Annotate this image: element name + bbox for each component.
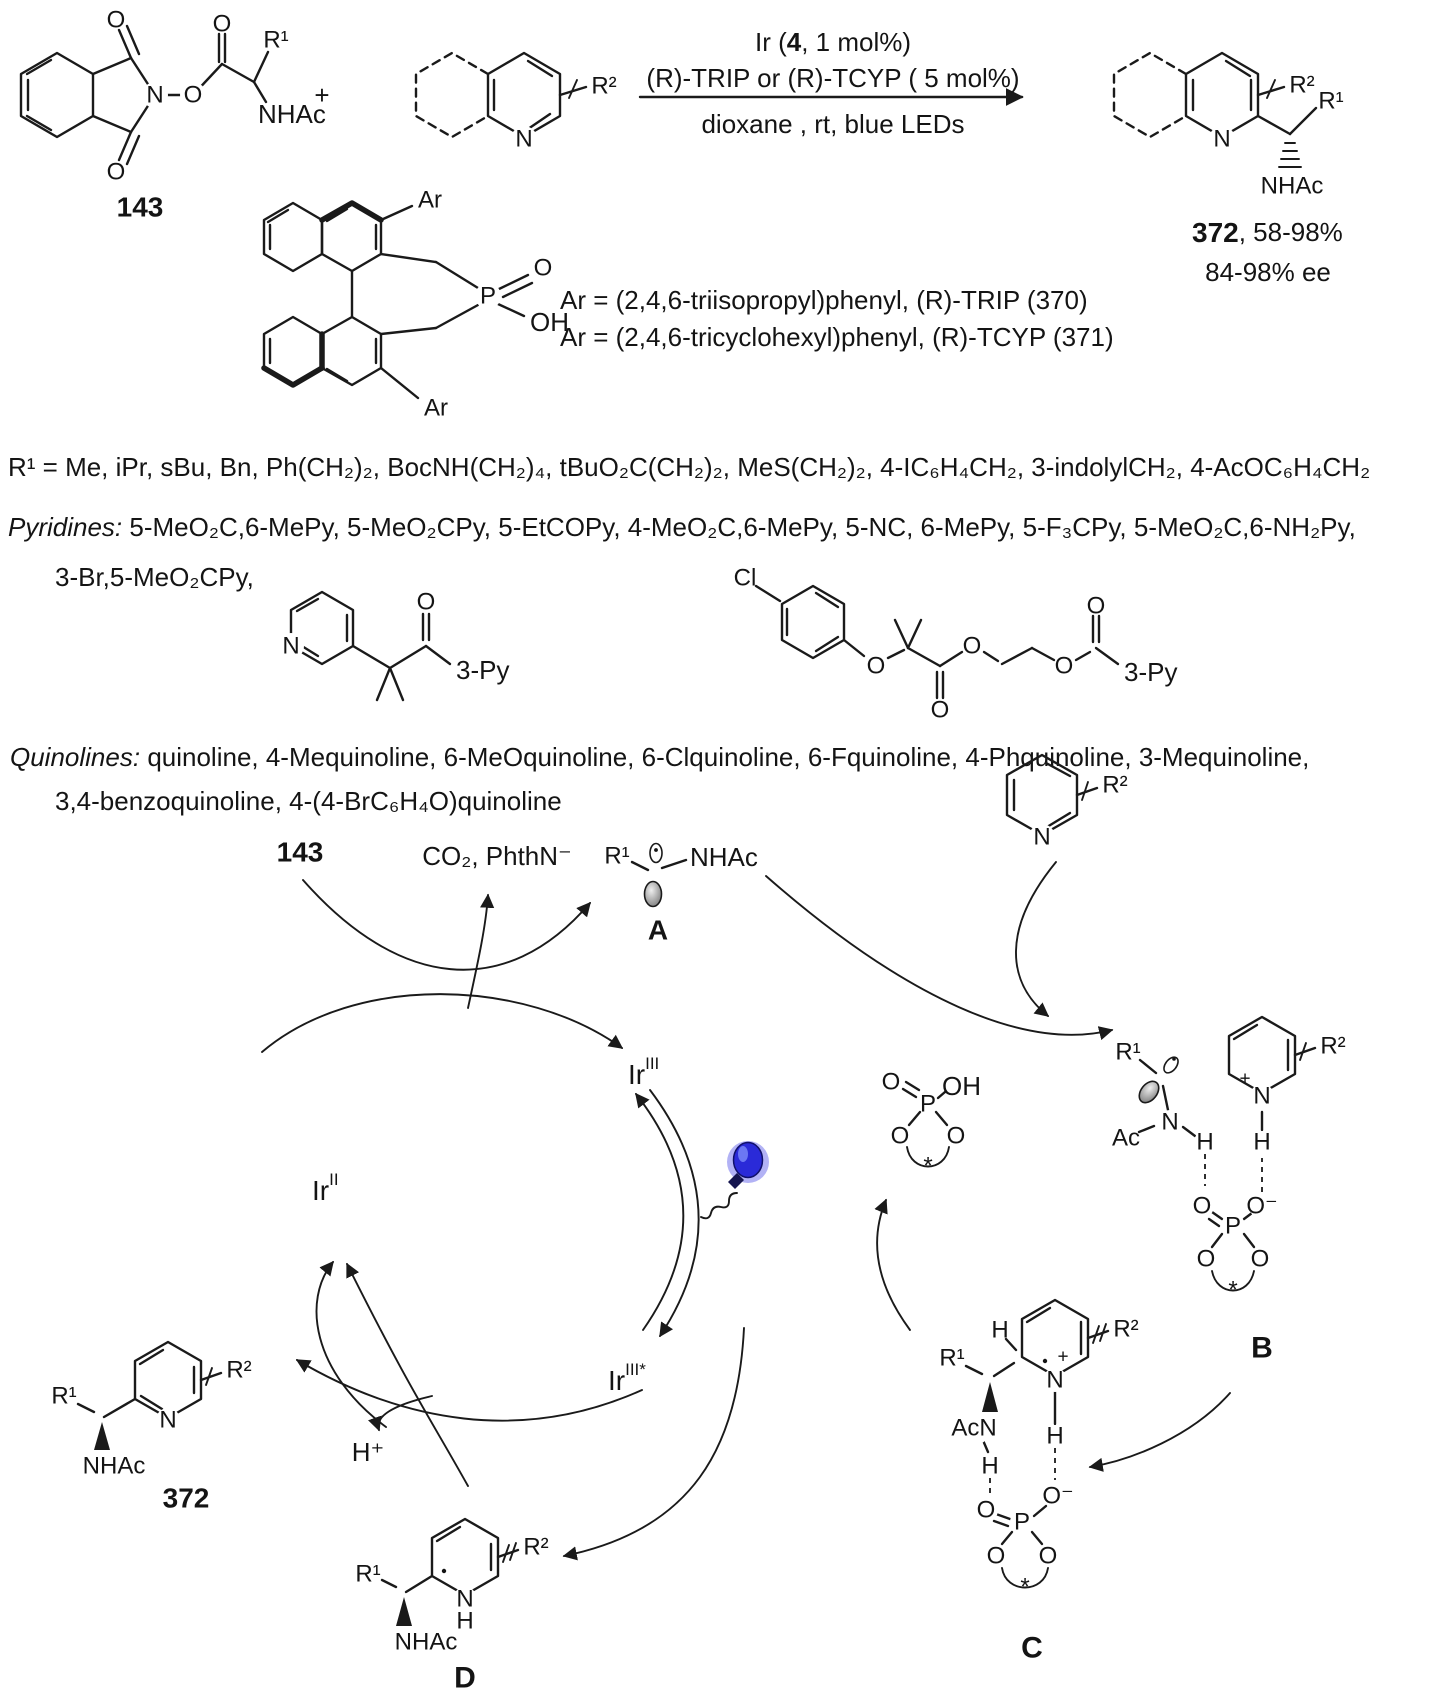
atom-label-p: P <box>479 282 497 310</box>
atom-label-o: O <box>890 1122 910 1150</box>
atom-label-o: O <box>1196 1245 1216 1273</box>
py3-label: 3-Py <box>1124 657 1178 687</box>
chirality-star: * <box>1020 1573 1030 1601</box>
atom-label-p: P <box>1224 1212 1242 1240</box>
ir3-ox: III <box>645 1053 660 1073</box>
nhac-label: NHAc <box>82 1452 146 1480</box>
atom-label-o: O <box>1054 652 1074 680</box>
atom-label-n: N <box>159 1406 177 1434</box>
atom-label-n: N <box>1046 1366 1064 1394</box>
chirality-star: * <box>923 1152 933 1180</box>
mech-start-143: 143 <box>276 836 324 868</box>
nhac-label: NHAc <box>394 1628 458 1656</box>
atom-label-n: N <box>282 632 300 660</box>
conditions-line2: (R)-TRIP or (R)-TCYP ( 5 mol%) <box>646 63 1020 93</box>
pyridines-scope-line2: 3-Br,5-MeO₂CPy, <box>55 562 254 592</box>
intermediate-b-label: B <box>1251 1331 1273 1365</box>
py3-label: 3-Py <box>456 655 510 685</box>
h-plus-label: H⁺ <box>351 1437 385 1467</box>
intermediate-d-label: D <box>454 1661 476 1695</box>
atom-label-o: O <box>416 588 436 616</box>
atom-label-p: P <box>919 1090 937 1118</box>
mech-product-number: 372 <box>162 1482 210 1514</box>
atom-label-o: O <box>212 10 232 38</box>
cycle-product-372 <box>51 1342 251 1514</box>
r2-label: R² <box>1320 1032 1346 1060</box>
acn-label: AcN <box>951 1414 997 1442</box>
r1-label: R¹ <box>1115 1038 1141 1066</box>
plus-sign: + <box>314 80 330 110</box>
ir3s-ox: III* <box>625 1359 646 1379</box>
ar-label: Ar <box>418 186 442 214</box>
cycle-arrows <box>262 862 1230 1556</box>
intermediate-c-label: C <box>1021 1631 1043 1665</box>
chlorophenoxy-ester-structure <box>734 565 1178 724</box>
ir2-ox: II <box>329 1169 339 1189</box>
oh-label: OH <box>530 307 569 337</box>
product-yield: , 58-98% <box>1238 217 1343 247</box>
r1-scope-line: R¹ = Me, iPr, sBu, Bn, Ph(CH₂)₂, BocNH(CH₂)₄, tBuO₂C(CH₂)₂, MeS(CH₂)₂, 4-IC₆H₄CH₂, 3-indolylCH₂, 4-AcOC₆H₄CH₂ <box>8 452 1371 482</box>
r2-label: R² <box>1289 71 1315 99</box>
r2-label: R² <box>1102 771 1128 799</box>
r1-label: R¹ <box>939 1344 965 1372</box>
pyridyl-ketone-structure <box>278 589 509 701</box>
r1-label: R¹ <box>51 1382 77 1410</box>
ir3-base: Ir <box>628 1058 646 1090</box>
atom-label-h: H <box>1253 1128 1271 1156</box>
intermediate-b <box>1112 1017 1346 1365</box>
atom-label-n: N <box>515 125 533 153</box>
atom-label-o: O <box>881 1068 901 1096</box>
top-reaction-scheme <box>0 0 1450 445</box>
r2-label: R² <box>591 72 617 100</box>
atom-label-n: N <box>456 1585 474 1613</box>
nhac-label: NHAc <box>1260 172 1324 200</box>
atom-label-o: O <box>976 1496 996 1524</box>
cond1-post: , 1 mol%) <box>801 27 912 57</box>
scope-example-structures <box>0 530 1450 740</box>
conditions-line1 <box>755 27 911 57</box>
atom-label-h: H <box>981 1452 999 1480</box>
atom-label-n: N <box>1161 1108 1179 1136</box>
o-minus-label: O⁻ <box>1246 1192 1278 1220</box>
atom-label-o: O <box>533 254 553 282</box>
r1-label: R¹ <box>1318 87 1344 115</box>
ar-definition-tcyp: Ar = (2,4,6-tricyclohexyl)phenyl, (R)-TCYP (371) <box>560 322 1114 352</box>
ir2-state <box>312 1170 339 1206</box>
atom-label-n: N <box>1213 125 1231 153</box>
atom-label-h: H <box>456 1607 474 1635</box>
azine-substrate-structure <box>416 53 617 153</box>
oh-label: OH <box>942 1071 981 1101</box>
nhac-label: NHAc <box>690 842 758 872</box>
ir3-state <box>628 1054 659 1090</box>
quinolines-scope-line2: 3,4-benzoquinoline, 4-(4-BrC₆H₄O)quinoline <box>55 786 562 816</box>
ir2-base: Ir <box>312 1174 330 1206</box>
quinolines-label: Quinolines: <box>10 742 141 772</box>
conditions-line3: dioxane , rt, blue LEDs <box>701 109 965 139</box>
atom-label-o: O <box>962 632 982 660</box>
atom-label-h: H <box>1046 1422 1064 1450</box>
atom-label-n: N <box>1033 823 1051 851</box>
free-cpa-structure <box>882 1069 981 1180</box>
atom-label-p: P <box>1013 1508 1031 1536</box>
chirality-star: * <box>1228 1276 1238 1304</box>
n-plus-charge: + <box>1057 1346 1069 1368</box>
o-minus-label: O⁻ <box>1042 1482 1074 1510</box>
atom-label-o: O <box>1192 1192 1212 1220</box>
cpa-catalyst-structure <box>264 187 569 422</box>
intermediate-c <box>939 1300 1138 1665</box>
n-plus-charge: + <box>1239 1068 1251 1090</box>
pyridines-list: 5-MeO₂C,6-MePy, 5-MeO₂CPy, 5-EtCOPy, 4-MeO₂C,6-MePy, 5-NC, 6-MePy, 5-F₃CPy, 5-MeO₂C,6-NH₂Py, <box>129 512 1356 542</box>
atom-label-o: O <box>1250 1245 1270 1273</box>
atom-label-o: O <box>183 81 203 109</box>
quinolines-list: quinoline, 4-Mequinoline, 6-MeOquinoline, 6-Clquinoline, 6-Fquinoline, 4-Phquinoline, 3-Mequinoline, <box>147 742 1310 772</box>
pyridines-label: Pyridines: <box>8 512 123 542</box>
cond1-cat: 4 <box>786 27 802 57</box>
intermediate-a-label: A <box>647 914 669 946</box>
atom-label-h: H <box>1196 1128 1214 1156</box>
r2-label: R² <box>1113 1315 1139 1343</box>
product-structure <box>1114 53 1344 287</box>
product-number: 372 <box>1192 216 1239 248</box>
r2-label: R² <box>226 1356 252 1384</box>
ar-label: Ar <box>424 394 448 422</box>
byproducts-label: CO₂, PhthN⁻ <box>422 841 572 871</box>
reaction-arrow-conditions <box>640 27 1022 139</box>
atom-label-o: O <box>946 1122 966 1150</box>
atom-label-o: O <box>106 158 126 186</box>
r2-label: R² <box>523 1533 549 1561</box>
atom-label-o: O <box>930 696 950 724</box>
compound-number-143: 143 <box>116 191 164 223</box>
product-number-yield <box>1192 217 1343 248</box>
cond1-pre: Ir ( <box>754 27 787 57</box>
atom-label-o: O <box>986 1542 1006 1570</box>
atom-label-h: H <box>991 1316 1009 1344</box>
pyridine-substrate-top <box>1007 755 1128 851</box>
ar-definition-trip: Ar = (2,4,6-triisopropyl)phenyl, (R)-TRIP (370) <box>560 285 1088 315</box>
atom-label-o: O <box>866 652 886 680</box>
atom-label-o: O <box>1038 1542 1058 1570</box>
r1-label: R¹ <box>355 1560 381 1588</box>
nhac-label: NHAc <box>258 99 326 129</box>
radical-intermediate-a <box>604 842 758 946</box>
atom-label-o: O <box>106 6 126 34</box>
intermediate-d <box>355 1519 548 1695</box>
r1-label: R¹ <box>263 26 289 54</box>
atom-label-n: N <box>1253 1082 1271 1110</box>
cl-label: Cl <box>733 564 757 592</box>
atom-label-n: N <box>146 81 164 109</box>
ac-label: Ac <box>1111 1124 1141 1152</box>
ir3s-base: Ir <box>608 1364 626 1396</box>
light-bulb-icon <box>701 1141 769 1218</box>
nhpi-ester-structure <box>21 7 326 223</box>
atom-label-o: O <box>1086 592 1106 620</box>
r1-label: R¹ <box>604 842 630 870</box>
catalytic-cycle-diagram <box>0 730 1450 1696</box>
product-ee: 84-98% ee <box>1205 257 1331 287</box>
